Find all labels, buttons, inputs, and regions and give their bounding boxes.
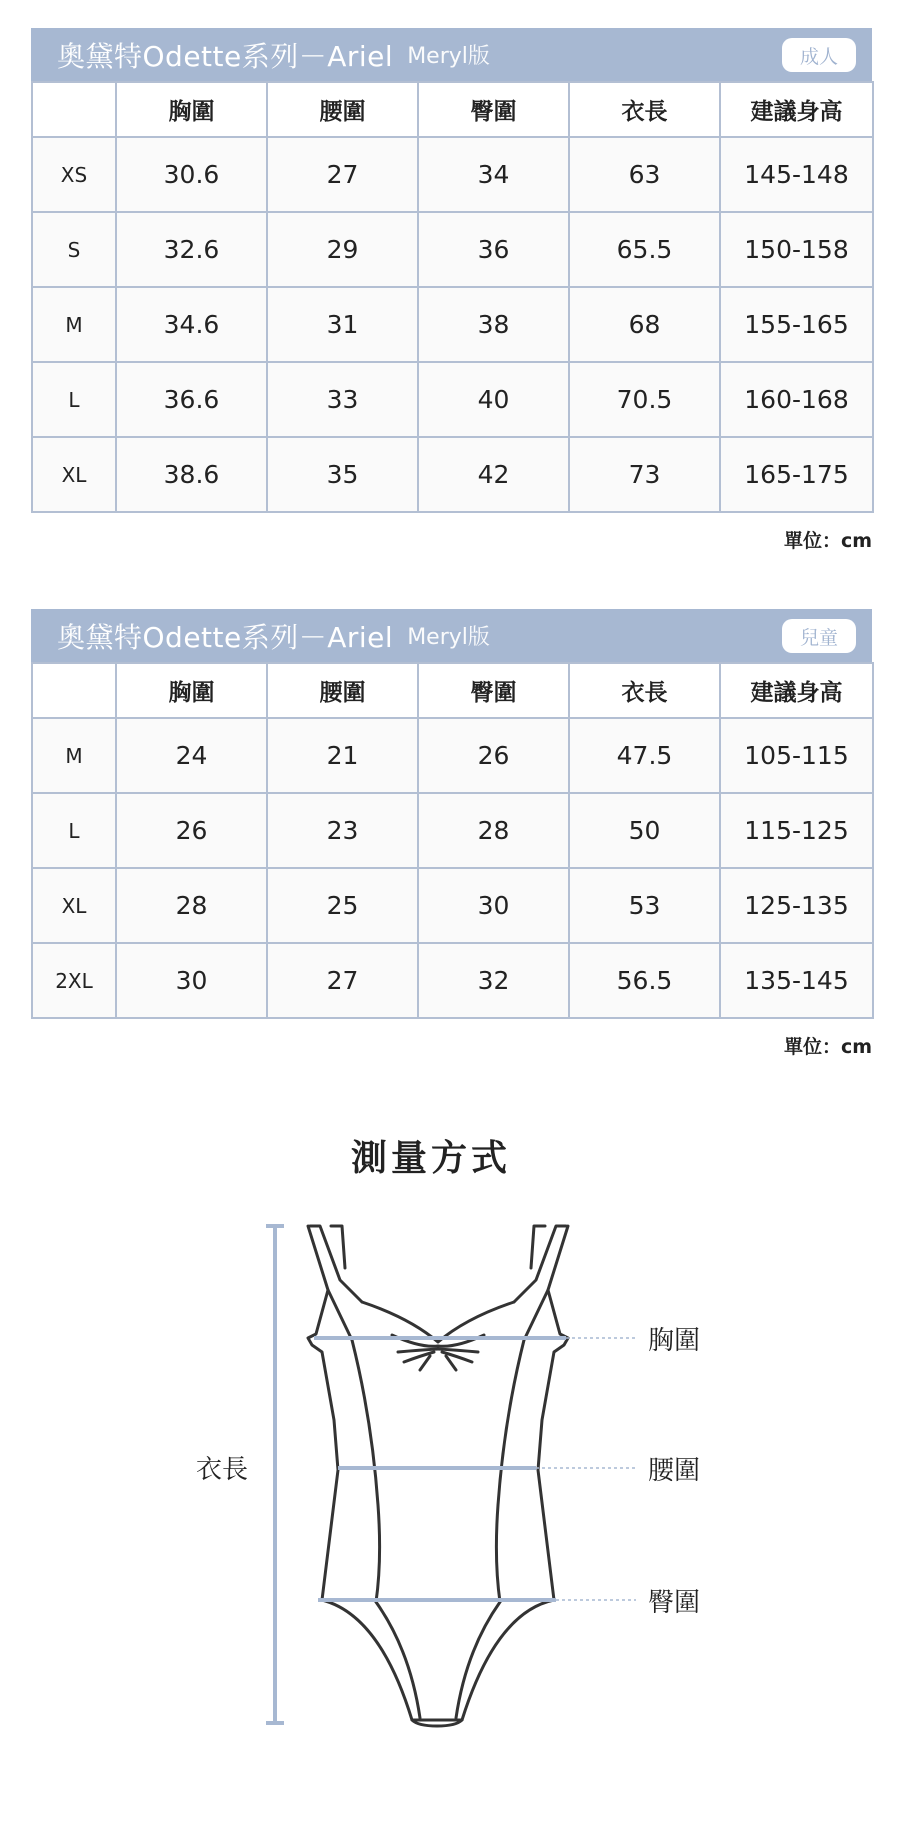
- table-cell: 42: [418, 437, 569, 512]
- header-cell: 建議身高: [720, 82, 873, 137]
- table-cell: 150-158: [720, 212, 873, 287]
- table-cell: 33: [267, 362, 418, 437]
- header-cell: 建議身高: [720, 663, 873, 718]
- size-cell: 2XL: [32, 943, 116, 1018]
- size-cell: XL: [32, 868, 116, 943]
- size-cell: XL: [32, 437, 116, 512]
- size-cell: M: [32, 718, 116, 793]
- table-cell: 125-135: [720, 868, 873, 943]
- adult-table-subtitle: Meryl版: [407, 44, 490, 69]
- table-cell: 73: [569, 437, 720, 512]
- adult-table-title: 奧黛特Odette系列－Ariel: [57, 39, 394, 73]
- waist-label: 腰圍: [648, 1456, 701, 1486]
- table-cell: 26: [418, 718, 569, 793]
- header-cell: 腰圍: [267, 82, 418, 137]
- table-cell: 25: [267, 868, 418, 943]
- table-cell: 38: [418, 287, 569, 362]
- table-cell: 30: [418, 868, 569, 943]
- table-cell: 135-145: [720, 943, 873, 1018]
- table-cell: 24: [116, 718, 267, 793]
- table-cell: 47.5: [569, 718, 720, 793]
- size-cell: S: [32, 212, 116, 287]
- table-cell: 155-165: [720, 287, 873, 362]
- header-cell: 臀圍: [418, 663, 569, 718]
- table-cell: 145-148: [720, 137, 873, 212]
- table-cell: 29: [267, 212, 418, 287]
- table-cell: 105-115: [720, 718, 873, 793]
- header-cell: 胸圍: [116, 82, 267, 137]
- table-cell: 50: [569, 793, 720, 868]
- table-cell: 40: [418, 362, 569, 437]
- header-cell: 胸圍: [116, 663, 267, 718]
- table-cell: 36.6: [116, 362, 267, 437]
- header-cell: 衣長: [569, 663, 720, 718]
- table-cell: 32.6: [116, 212, 267, 287]
- table-cell: 70.5: [569, 362, 720, 437]
- size-cell: M: [32, 287, 116, 362]
- table-cell: 30.6: [116, 137, 267, 212]
- adult-badge: 成人: [782, 38, 856, 72]
- table-cell: 30: [116, 943, 267, 1018]
- size-cell: XS: [32, 137, 116, 212]
- table-cell: 27: [267, 137, 418, 212]
- child-badge: 兒童: [782, 619, 856, 653]
- table-cell: 34: [418, 137, 569, 212]
- child-unit-note: 單位：cm: [783, 1036, 872, 1058]
- table-cell: 27: [267, 943, 418, 1018]
- table-cell: 38.6: [116, 437, 267, 512]
- table-cell: 23: [267, 793, 418, 868]
- table-cell: 35: [267, 437, 418, 512]
- table-cell: 31: [267, 287, 418, 362]
- table-cell: 53: [569, 868, 720, 943]
- child-table-title: 奧黛特Odette系列－Ariel: [57, 620, 394, 654]
- size-cell: L: [32, 793, 116, 868]
- bodysuit-outline: [308, 1226, 568, 1726]
- table-cell: 28: [418, 793, 569, 868]
- table-cell: 21: [267, 718, 418, 793]
- header-cell: 臀圍: [418, 82, 569, 137]
- table-cell: 26: [116, 793, 267, 868]
- table-cell: 36: [418, 212, 569, 287]
- length-guide: [266, 1226, 284, 1723]
- chest-label: 胸圍: [648, 1326, 701, 1356]
- header-cell: 腰圍: [267, 663, 418, 718]
- table-cell: 28: [116, 868, 267, 943]
- table-cell: 32: [418, 943, 569, 1018]
- child-table-subtitle: Meryl版: [407, 625, 490, 650]
- table-cell: 65.5: [569, 212, 720, 287]
- table-cell: 165-175: [720, 437, 873, 512]
- table-cell: 63: [569, 137, 720, 212]
- table-cell: 34.6: [116, 287, 267, 362]
- header-cell: 衣長: [569, 82, 720, 137]
- size-cell: L: [32, 362, 116, 437]
- hip-label: 臀圍: [648, 1588, 701, 1618]
- table-cell: 56.5: [569, 943, 720, 1018]
- adult-unit-note: 單位：cm: [783, 530, 872, 552]
- table-cell: 68: [569, 287, 720, 362]
- table-cell: 160-168: [720, 362, 873, 437]
- length-label: 衣長: [196, 1455, 249, 1485]
- measurement-title: 測量方式: [350, 1138, 511, 1179]
- table-cell: 115-125: [720, 793, 873, 868]
